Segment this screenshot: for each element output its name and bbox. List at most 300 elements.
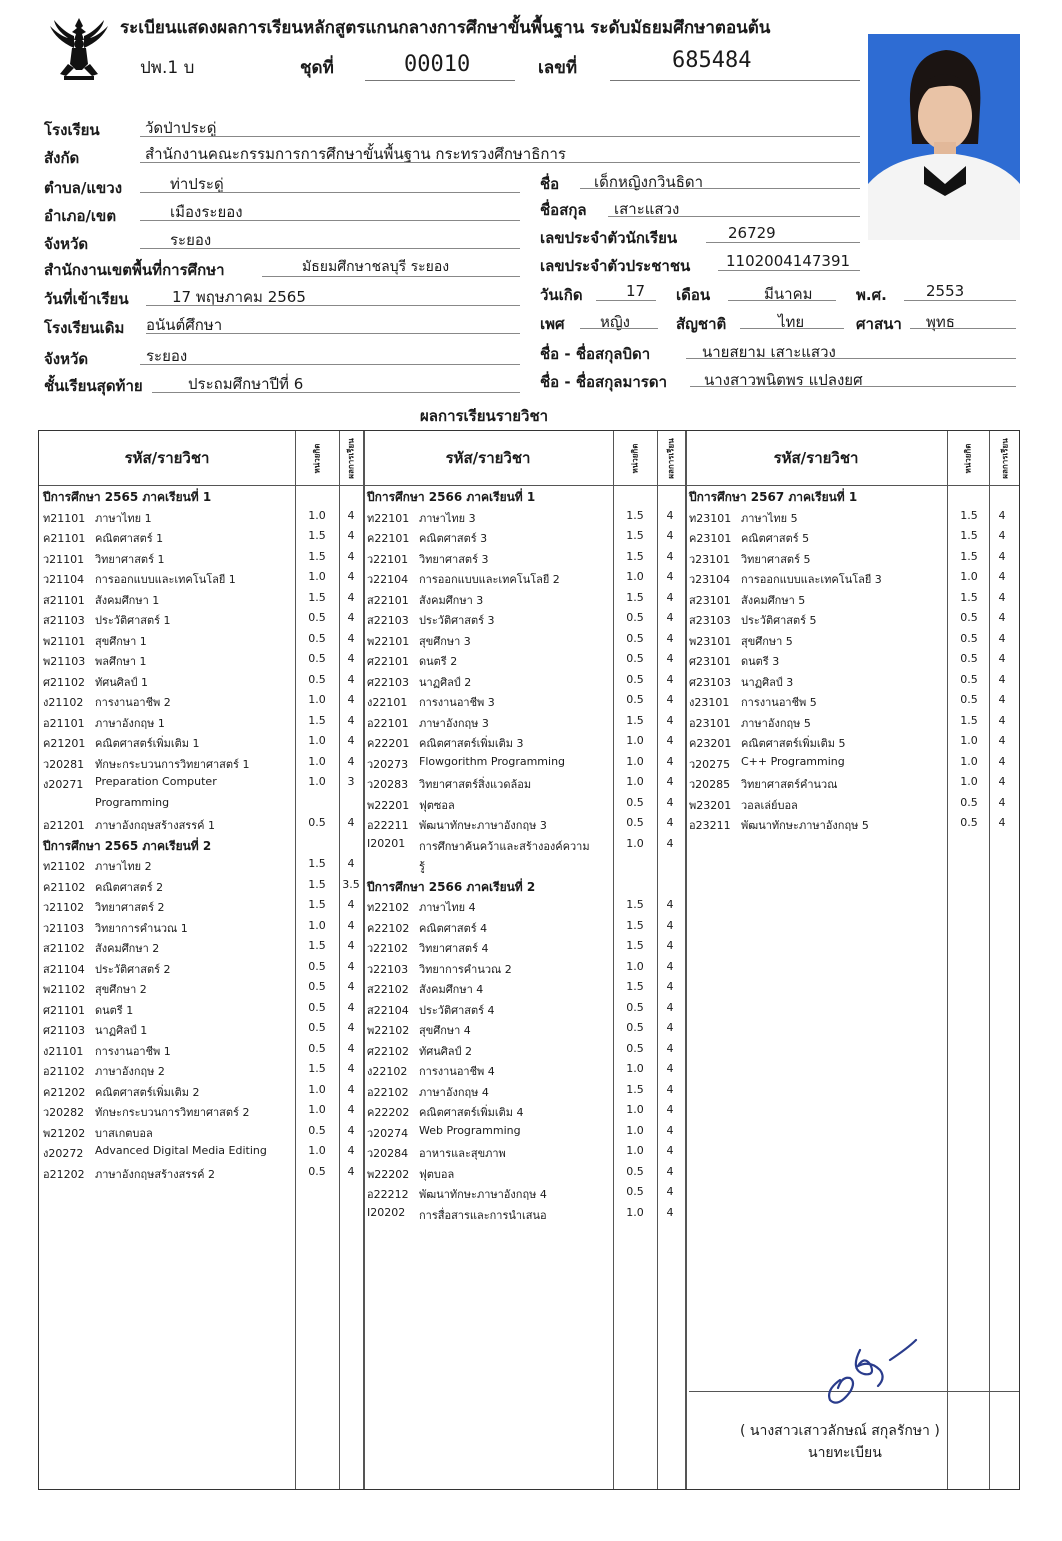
subject-code: ว22101 xyxy=(367,552,409,566)
grade-value: 4 xyxy=(998,508,1006,522)
number-underline xyxy=(610,80,860,81)
subject-name: ประวัติศาสตร์ 1 xyxy=(95,614,171,627)
subdistrict-underline xyxy=(140,192,520,193)
credit-value: 1.5 xyxy=(960,508,978,522)
sex-underline xyxy=(580,328,658,329)
grade-value: 4 xyxy=(998,795,1006,809)
grade-value: 4 xyxy=(347,508,355,522)
subject-code: พ22202 xyxy=(367,1167,410,1181)
mother-label: ชื่อ - ชื่อสกุลมารดา xyxy=(540,373,668,391)
subject-code: ค22202 xyxy=(367,1106,410,1119)
citizen-id-value: 1102004147391 xyxy=(726,252,851,270)
table-row xyxy=(39,772,363,793)
credit-value: 0.5 xyxy=(308,1123,326,1137)
table-row xyxy=(363,649,685,670)
subject-name: ดนตรี 2 xyxy=(419,655,458,668)
table-row xyxy=(363,1141,685,1162)
subject-name: ประวัติศาสตร์ 3 xyxy=(419,614,495,627)
table-row xyxy=(39,1039,363,1060)
credit-value: 0.5 xyxy=(308,1164,326,1178)
credit-value: 1.0 xyxy=(626,1144,644,1157)
credit-value: 1.0 xyxy=(308,508,326,522)
credit-value: 1.0 xyxy=(308,1103,326,1116)
prev-school-underline xyxy=(146,333,520,334)
grade-value: 4 xyxy=(666,1021,674,1034)
subject-code: ท21102 xyxy=(43,860,86,873)
nationality-underline xyxy=(740,328,844,329)
table-row xyxy=(363,506,685,527)
subject-name: ภาษาอังกฤษ 2 xyxy=(95,1065,165,1078)
nationality-value: ไทย xyxy=(778,313,805,331)
table-row xyxy=(39,588,363,609)
table-row xyxy=(685,588,1021,609)
credit-value: 1.0 xyxy=(960,734,978,747)
registrar-signature xyxy=(820,1330,930,1410)
citizen-id-label: เลขประจำตัวประชาชน xyxy=(540,257,691,275)
birth-year-underline xyxy=(904,300,1016,301)
subject-code: ส23103 xyxy=(689,614,731,627)
subject-name: วิทยาศาสตร์ 5 xyxy=(741,552,811,566)
credit-value: 0.5 xyxy=(626,1185,644,1198)
subject-name: ดนตรี 3 xyxy=(741,655,780,668)
subject-name: ฟุตซอล xyxy=(419,798,455,812)
subject-name: วิทยาศาสตร์ 2 xyxy=(95,901,165,914)
table-row xyxy=(39,629,363,650)
citizen-id-underline xyxy=(718,270,860,271)
credit-value: 0.5 xyxy=(308,652,326,665)
credit-value: 1.0 xyxy=(626,754,644,768)
subject-name: สุขศึกษา 5 xyxy=(741,634,793,648)
student-id-value: 26729 xyxy=(728,224,776,242)
credit-value: 1.0 xyxy=(960,754,978,768)
subject-name: วิทยาศาสตร์ 1 xyxy=(95,552,165,566)
month-label: เดือน xyxy=(676,286,711,304)
grade-value: 4 xyxy=(666,1000,674,1014)
semester-title: ปีการศึกษา 2567 ภาคเรียนที่ 1 xyxy=(689,490,858,504)
table-row xyxy=(685,752,1021,773)
enroll-date-label: วันที่เข้าเรียน xyxy=(44,290,129,308)
table-row xyxy=(39,916,363,937)
table-row xyxy=(363,793,685,814)
grade-value: 4 xyxy=(666,652,674,665)
subject-code: ว20282 xyxy=(43,1106,85,1119)
results-column-2 xyxy=(363,485,685,1223)
student-name-label: ชื่อ xyxy=(540,175,560,193)
credit-value: 0.5 xyxy=(626,1000,644,1014)
subject-code: อ21202 xyxy=(43,1167,85,1181)
subject-name: รู้ xyxy=(419,860,425,873)
subject-code: ว21103 xyxy=(43,921,85,935)
affiliation-underline xyxy=(140,162,860,163)
subject-code: ว21101 xyxy=(43,552,85,566)
subject-code: ท22101 xyxy=(367,511,410,525)
credit-value: 1.5 xyxy=(308,877,326,891)
credit-value: 0.5 xyxy=(308,1021,326,1034)
credit-value: 1.5 xyxy=(308,529,326,542)
subject-code: ว22102 xyxy=(367,942,409,955)
subject-code: ว20283 xyxy=(367,778,409,791)
sex-value: หญิง xyxy=(600,313,630,331)
birth-day-value: 17 xyxy=(626,282,646,300)
table-row xyxy=(39,875,363,896)
table-row xyxy=(685,793,1021,814)
subject-name: คณิตศาสตร์ 1 xyxy=(95,532,164,545)
subject-code: พ22102 xyxy=(367,1024,410,1037)
father-label: ชื่อ - ชื่อสกุลบิดา xyxy=(540,345,651,363)
grade-value: 4 xyxy=(666,795,674,809)
credit-value: 0.5 xyxy=(960,672,978,686)
grade-value: 4 xyxy=(998,570,1006,583)
credit-value: 1.0 xyxy=(308,734,326,747)
birth-month-value: มีนาคม xyxy=(764,285,813,303)
credit-value: 0.5 xyxy=(626,611,644,624)
grade-value: 4 xyxy=(347,713,355,727)
subdistrict-value: ท่าประดู่ xyxy=(170,175,224,193)
credit-value: 1.5 xyxy=(626,529,644,542)
table-row xyxy=(363,957,685,978)
table-row xyxy=(685,649,1021,670)
subject-code: อ21201 xyxy=(43,819,85,832)
subject-code: ศ23101 xyxy=(689,655,731,668)
credit-value: 1.5 xyxy=(626,590,644,604)
table-row xyxy=(363,711,685,732)
table-row xyxy=(39,1100,363,1121)
grade-value: 4 xyxy=(666,836,674,850)
set-label: ชุดที่ xyxy=(300,58,334,78)
subject-code: ค22102 xyxy=(367,921,410,935)
credit-value: 1.5 xyxy=(308,713,326,727)
registrar-name: ( นางสาวเสาวลักษณ์ สกุลรักษา ) xyxy=(740,1423,940,1439)
table-row xyxy=(39,670,363,691)
semester-title: ปีการศึกษา 2566 ภาคเรียนที่ 2 xyxy=(367,879,536,894)
table-row xyxy=(39,1162,363,1183)
table-row xyxy=(39,547,363,568)
semester-heading xyxy=(363,485,685,506)
last-grade-underline xyxy=(152,392,520,393)
table-row xyxy=(39,854,363,875)
subject-name: สุขศึกษา 4 xyxy=(419,1024,471,1037)
table-row xyxy=(39,977,363,998)
enroll-date-underline xyxy=(146,305,520,306)
grade-value: 4 xyxy=(347,549,355,563)
grade-value: 4 xyxy=(347,898,355,911)
grade-value: 4 xyxy=(998,529,1006,542)
last-grade-value: ประถมศึกษาปีที่ 6 xyxy=(188,375,304,393)
birth-day-underline xyxy=(596,300,656,301)
grade-value: 4 xyxy=(666,939,674,952)
credit-value: 0.5 xyxy=(626,795,644,809)
grade-value: 4 xyxy=(347,590,355,604)
grade-value: 4 xyxy=(347,1000,355,1014)
grade-value: 4 xyxy=(347,1021,355,1034)
mother-value: นางสาวพนิตพร แปลงยศ xyxy=(704,371,863,389)
credit-value: 0.5 xyxy=(308,816,326,829)
grade-value: 4 xyxy=(998,775,1006,788)
subject-name: สังคมศึกษา 3 xyxy=(419,593,484,607)
grade-value: 4 xyxy=(347,754,355,768)
credit-header: หน่วยกิต xyxy=(963,443,973,473)
subject-code: ว20285 xyxy=(689,778,731,791)
subject-code: ค21101 xyxy=(43,532,86,545)
credit-value: 1.0 xyxy=(626,1062,644,1075)
subject-name: Preparation Computer xyxy=(95,775,217,788)
student-photo xyxy=(868,34,1020,240)
table-row xyxy=(39,1059,363,1080)
subject-name: สังคมศึกษา 1 xyxy=(95,593,160,607)
table-row xyxy=(39,936,363,957)
subject-header: รหัส/รายวิชา xyxy=(445,449,531,467)
credit-value: 0.5 xyxy=(960,611,978,624)
grade-value: 4 xyxy=(347,1164,355,1178)
grade-value: 4 xyxy=(347,939,355,952)
grade-value: 4 xyxy=(998,652,1006,665)
subject-code: ง22101 xyxy=(367,696,408,709)
subject-code: อ22102 xyxy=(367,1085,409,1099)
table-row xyxy=(39,1141,363,1162)
subject-name: สังคมศึกษา 5 xyxy=(741,593,806,607)
table-row xyxy=(363,813,685,834)
subject-code: ว23104 xyxy=(689,573,731,586)
grade-value: 4 xyxy=(666,1205,674,1219)
credit-value: 1.5 xyxy=(308,898,326,911)
subject-code: ค22101 xyxy=(367,532,410,545)
grade-value: 4 xyxy=(666,1185,674,1198)
subject-name: ภาษาไทย 2 xyxy=(95,860,152,873)
table-row xyxy=(685,670,1021,691)
subject-name: C++ Programming xyxy=(741,754,845,768)
table-row xyxy=(39,793,363,814)
area-office-label: สำนักงานเขตพื้นที่การศึกษา xyxy=(44,261,225,279)
subject-name: สุขศึกษา 3 xyxy=(419,634,471,648)
grade-value: 4 xyxy=(998,611,1006,624)
subject-code: ว20281 xyxy=(43,757,85,771)
grade-value: 4 xyxy=(998,816,1006,829)
last-grade-label: ชั้นเรียนสุดท้าย xyxy=(44,377,143,395)
semester-title: ปีการศึกษา 2566 ภาคเรียนที่ 1 xyxy=(367,490,536,504)
table-row xyxy=(363,1121,685,1142)
subject-code: ง21101 xyxy=(43,1044,84,1058)
semester-heading xyxy=(363,875,685,896)
subject-code: ส22101 xyxy=(367,593,409,607)
subject-name: พัฒนาทักษะภาษาอังกฤษ 3 xyxy=(419,819,547,832)
subject-code: ค21102 xyxy=(43,880,86,894)
religion-label: ศาสนา xyxy=(856,315,902,333)
credit-value: 0.5 xyxy=(626,652,644,665)
table-row xyxy=(363,1059,685,1080)
subject-header: รหัส/รายวิชา xyxy=(124,449,210,467)
table-row xyxy=(39,567,363,588)
grade-value: 4 xyxy=(347,959,355,973)
credit-value: 1.0 xyxy=(308,918,326,932)
subject-code: พ21102 xyxy=(43,983,86,996)
grade-value: 4 xyxy=(998,590,1006,604)
grade-value: 4 xyxy=(666,775,674,788)
province-value: ระยอง xyxy=(170,231,212,249)
grade-value: 4 xyxy=(998,734,1006,747)
subject-header: รหัส/รายวิชา xyxy=(773,449,859,467)
subject-name: การสื่อสารและการนำเสนอ xyxy=(419,1208,547,1222)
subject-code: อ21102 xyxy=(43,1065,85,1078)
subject-code: ศ21102 xyxy=(43,675,85,689)
table-row xyxy=(685,547,1021,568)
table-row xyxy=(685,731,1021,752)
grade-value: 4 xyxy=(998,631,1006,645)
subject-code: พ23101 xyxy=(689,634,732,648)
form-code: ปพ.1 บ xyxy=(140,58,195,78)
subject-code: ศ21103 xyxy=(43,1024,85,1037)
subject-code: ง21102 xyxy=(43,696,84,709)
credit-value: 1.0 xyxy=(308,754,326,768)
subject-code: ส22102 xyxy=(367,983,409,996)
grade-value: 4 xyxy=(666,898,674,911)
prev-school-label: โรงเรียนเดิม xyxy=(44,319,125,337)
enroll-date-value: 17 พฤษภาคม 2565 xyxy=(172,288,306,306)
credit-value: 0.5 xyxy=(960,652,978,665)
subject-code: ว20284 xyxy=(367,1147,409,1160)
affiliation-label: สังกัด xyxy=(44,149,80,167)
subject-code: ง22102 xyxy=(367,1065,408,1078)
subject-code: ว20275 xyxy=(689,757,731,771)
garuda-emblem-icon xyxy=(46,14,112,84)
subject-code: ส23101 xyxy=(689,593,731,607)
credit-value: 1.5 xyxy=(960,529,978,542)
subject-name: การงานอาชีพ 2 xyxy=(95,696,171,709)
credit-value: 1.0 xyxy=(626,775,644,788)
subject-name: พัฒนาทักษะภาษาอังกฤษ 4 xyxy=(419,1188,547,1201)
credit-value: 1.5 xyxy=(626,939,644,952)
credit-value: 1.0 xyxy=(308,693,326,706)
subject-name: คณิตศาสตร์ 3 xyxy=(419,532,488,545)
subject-name: ภาษาอังกฤษ 4 xyxy=(419,1085,489,1099)
grade-value: 4 xyxy=(347,1144,355,1157)
credit-value: 0.5 xyxy=(626,672,644,686)
subject-code: ว22103 xyxy=(367,962,409,976)
grade-value: 4 xyxy=(347,672,355,686)
credit-value: 1.5 xyxy=(308,1062,326,1075)
table-row xyxy=(39,731,363,752)
subject-code: พ21101 xyxy=(43,634,86,648)
credit-value: 0.5 xyxy=(626,1164,644,1178)
table-row xyxy=(39,895,363,916)
subject-code: ส21103 xyxy=(43,614,85,627)
table-row xyxy=(363,936,685,957)
credit-header: หน่วยกิต xyxy=(312,443,322,473)
subject-name: Advanced Digital Media Editing xyxy=(95,1144,267,1157)
subject-code: พ22201 xyxy=(367,798,410,812)
area-office-value: มัธยมศึกษาชลบุรี ระยอง xyxy=(302,259,450,275)
subject-code: ส21102 xyxy=(43,942,85,955)
credit-value: 1.5 xyxy=(626,508,644,522)
grade-value: 4 xyxy=(347,1103,355,1116)
grade-value: 4 xyxy=(998,754,1006,768)
grade-value: 4 xyxy=(998,713,1006,727)
grade-value: 4 xyxy=(998,693,1006,706)
subject-code: อ23211 xyxy=(689,819,731,832)
student-id-label: เลขประจำตัวนักเรียน xyxy=(540,229,678,247)
subject-name: Flowgorithm Programming xyxy=(419,754,566,768)
table-row xyxy=(363,588,685,609)
credit-value: 0.5 xyxy=(308,980,326,993)
grade-value: 4 xyxy=(347,611,355,624)
table-row xyxy=(363,608,685,629)
subject-name: ทักษะกระบวนการวิทยาศาสตร์ 1 xyxy=(95,757,250,771)
table-row xyxy=(39,998,363,1019)
subject-code: พ21202 xyxy=(43,1126,86,1140)
subject-code: พ22101 xyxy=(367,634,410,648)
grade-value: 4 xyxy=(347,734,355,747)
year-label: พ.ศ. xyxy=(856,286,887,304)
table-row xyxy=(363,629,685,650)
student-surname-label: ชื่อสกุล xyxy=(540,201,587,219)
nationality-label: สัญชาติ xyxy=(676,315,727,333)
credit-value: 1.0 xyxy=(960,775,978,788)
grade-value: 4 xyxy=(666,611,674,624)
subject-code: ง20272 xyxy=(43,1147,84,1160)
subject-name: นาฏศิลป์ 1 xyxy=(95,1024,148,1037)
district-underline xyxy=(140,220,520,221)
grade-value: 4 xyxy=(347,1041,355,1055)
subject-name: ภาษาไทย 1 xyxy=(95,511,152,525)
sex-label: เพศ xyxy=(540,315,565,333)
subject-name: คณิตศาสตร์ 5 xyxy=(741,532,810,545)
grade-value: 4 xyxy=(347,631,355,645)
subject-code: ว21104 xyxy=(43,573,85,586)
table-row xyxy=(363,1018,685,1039)
table-row xyxy=(39,1018,363,1039)
grade-value: 4 xyxy=(347,918,355,932)
number-value: 685484 xyxy=(672,48,752,73)
credit-value: 1.5 xyxy=(626,713,644,727)
grade-value: 4 xyxy=(666,816,674,829)
subject-name: ภาษาอังกฤษ 5 xyxy=(741,716,811,730)
subject-name: คณิตศาสตร์เพิ่มเติม 1 xyxy=(95,737,200,750)
subject-code: ศ22102 xyxy=(367,1044,409,1058)
subject-code: ส22103 xyxy=(367,614,409,627)
subject-name: การออกแบบและเทคโนโลยี 2 xyxy=(419,573,560,586)
subject-name: วิทยาศาสตร์สิ่งแวดล้อม xyxy=(419,778,532,791)
credit-value: 1.5 xyxy=(960,549,978,563)
district-value: เมืองระยอง xyxy=(170,203,243,221)
grade-value: 4 xyxy=(347,570,355,583)
school-underline xyxy=(140,136,860,137)
subject-name: ภาษาไทย 3 xyxy=(419,511,476,525)
subject-code: ว20274 xyxy=(367,1126,409,1140)
table-row xyxy=(39,1080,363,1101)
grade-header: ผลการเรียน xyxy=(1000,437,1010,479)
religion-underline xyxy=(910,328,1016,329)
student-name-value: เด็กหญิงกวินธิดา xyxy=(594,173,704,191)
table-row xyxy=(39,608,363,629)
results-column-3 xyxy=(685,485,1021,834)
table-row xyxy=(363,1182,685,1203)
grade-value: 4 xyxy=(347,652,355,665)
table-row xyxy=(363,1100,685,1121)
grade-value: 4 xyxy=(666,980,674,993)
subject-name: สุขศึกษา 1 xyxy=(95,634,147,648)
credit-value: 0.5 xyxy=(960,816,978,829)
credit-value: 1.0 xyxy=(308,1082,326,1096)
grade-value: 4 xyxy=(666,1041,674,1055)
credit-value: 1.0 xyxy=(308,1144,326,1157)
grade-value: 4 xyxy=(666,672,674,686)
subject-name: Web Programming xyxy=(419,1123,521,1137)
table-row xyxy=(685,526,1021,547)
school-value: วัดป่าประดู่ xyxy=(145,119,217,137)
subject-name: การออกแบบและเทคโนโลยี 1 xyxy=(95,573,236,586)
subject-name: ฟุตบอล xyxy=(419,1167,455,1181)
subject-code: ง20271 xyxy=(43,778,84,791)
subject-name: อาหารและสุขภาพ xyxy=(419,1147,506,1160)
